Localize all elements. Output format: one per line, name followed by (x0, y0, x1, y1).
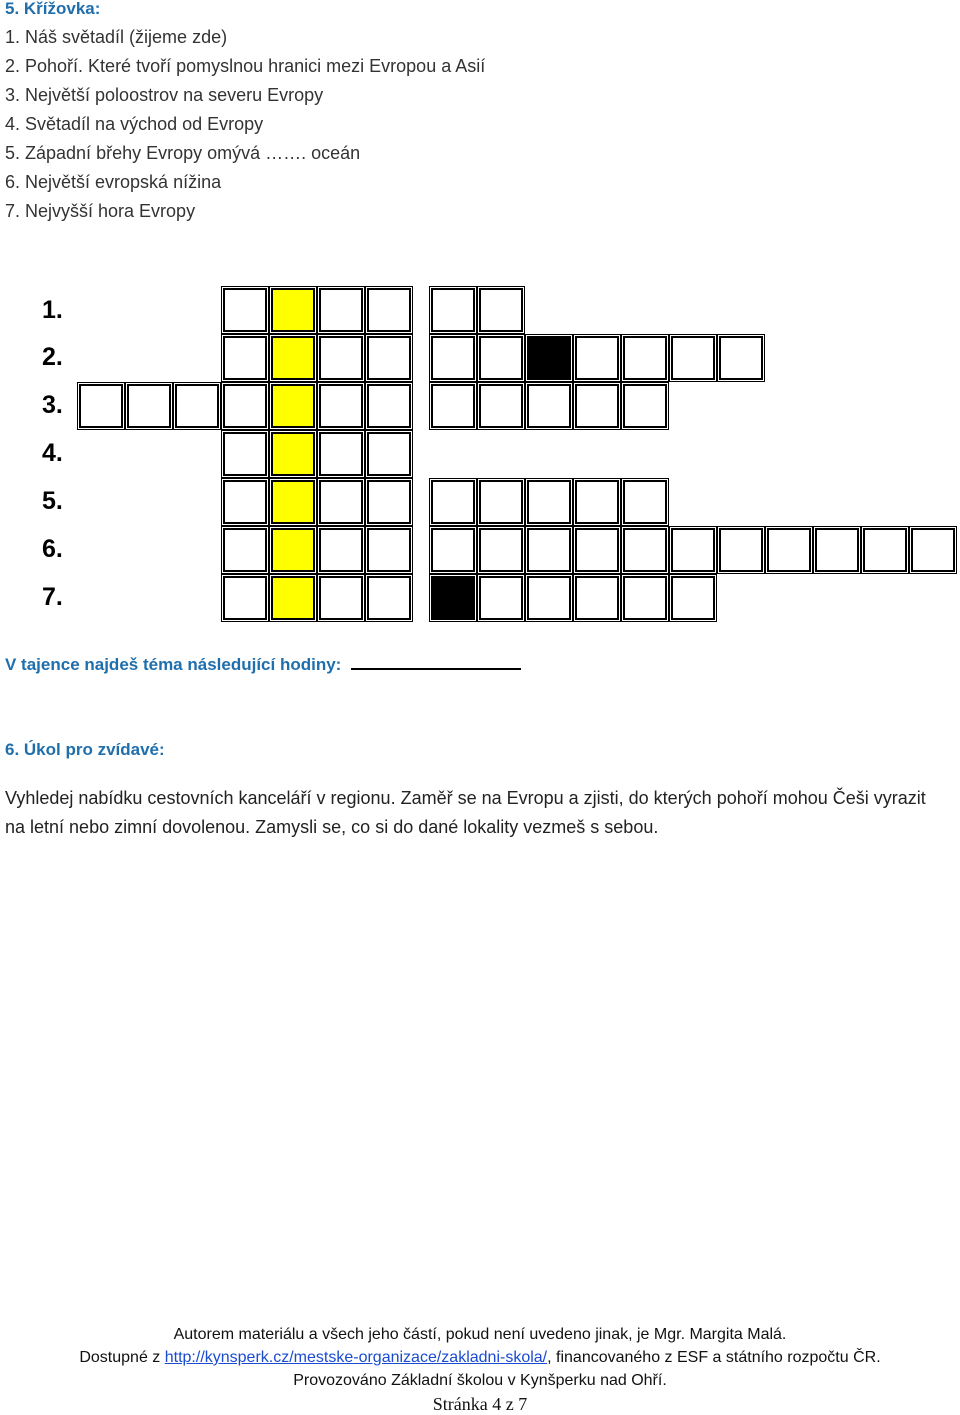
row-number-6: 6. (42, 535, 63, 563)
crossword-cell-black (527, 336, 571, 380)
crossword-cell[interactable] (431, 336, 475, 380)
row-number-4: 4. (42, 439, 63, 467)
crossword-cell[interactable] (719, 336, 763, 380)
crossword-cell[interactable] (319, 384, 363, 428)
crossword-cell-tajenka[interactable] (271, 288, 315, 332)
crossword-cell[interactable] (623, 576, 667, 620)
crossword-cell-tajenka[interactable] (271, 384, 315, 428)
crossword-cell[interactable] (479, 336, 523, 380)
clue-7: 7. Nejvyšší hora Evropy (5, 201, 196, 221)
crossword-cell[interactable] (527, 576, 571, 620)
crossword-cell[interactable] (575, 528, 619, 572)
tajenka-answer-blank (351, 654, 521, 670)
crossword-cell[interactable] (367, 432, 411, 476)
section6-title: 6. Úkol pro zvídavé: (5, 740, 165, 759)
section5-title: 5. Křížovka: (5, 0, 101, 18)
crossword-cell[interactable] (671, 576, 715, 620)
crossword-cell[interactable] (527, 384, 571, 428)
crossword-cell[interactable] (623, 480, 667, 524)
clue-4: 4. Světadíl na východ od Evropy (5, 114, 264, 134)
footer-link[interactable]: http://kynsperk.cz/mestske-organizace/zakladni-skola/ (164, 1349, 548, 1366)
crossword-cell[interactable] (367, 336, 411, 380)
crossword-cell[interactable] (367, 480, 411, 524)
crossword-cell[interactable] (223, 432, 267, 476)
crossword-cell[interactable] (815, 528, 859, 572)
row-number-5: 5. (42, 487, 63, 515)
row-number-2: 2. (42, 343, 63, 371)
crossword-cell[interactable] (623, 384, 667, 428)
footer-author: Autorem materiálu a všech jeho částí, pokud není uvedeno jinak, je Mgr. Margita Malá. (173, 1326, 787, 1343)
tajenka-prompt: V tajence najdeš téma následující hodiny: (5, 655, 342, 674)
crossword-cell[interactable] (575, 384, 619, 428)
crossword-cell-tajenka[interactable] (271, 432, 315, 476)
crossword-cell[interactable] (223, 528, 267, 572)
crossword-cell[interactable] (431, 288, 475, 332)
crossword-cell[interactable] (79, 384, 123, 428)
crossword-cell[interactable] (575, 480, 619, 524)
row-number-1: 1. (42, 296, 63, 324)
crossword-cell[interactable] (479, 528, 523, 572)
crossword-cell[interactable] (319, 528, 363, 572)
footer-operator: Provozováno Základní školou v Kynšperku nad Ohří. (293, 1372, 667, 1389)
crossword-cell[interactable] (175, 384, 219, 428)
crossword-cell[interactable] (431, 528, 475, 572)
tajenka-prompt-line (5, 654, 521, 675)
crossword-cell[interactable] (223, 576, 267, 620)
crossword-cell[interactable] (319, 336, 363, 380)
crossword-cell[interactable] (911, 528, 955, 572)
crossword-cell[interactable] (319, 480, 363, 524)
clue-6: 6. Největší evropská nížina (5, 172, 222, 192)
crossword-cell[interactable] (367, 576, 411, 620)
crossword-cell[interactable] (319, 288, 363, 332)
crossword-cell[interactable] (319, 576, 363, 620)
crossword-cell[interactable] (223, 288, 267, 332)
crossword-cell[interactable] (223, 336, 267, 380)
crossword-cell-tajenka[interactable] (271, 480, 315, 524)
crossword-cell[interactable] (223, 384, 267, 428)
page-number: Stránka 4 z 7 (432, 1394, 528, 1414)
crossword-cell[interactable] (623, 336, 667, 380)
crossword-cell[interactable] (719, 528, 763, 572)
row-number-3: 3. (42, 391, 63, 419)
clue-2: 2. Pohoří. Které tvoří pomyslnou hranici mezi Evropou a Asií (5, 56, 486, 76)
crossword-cell[interactable] (479, 480, 523, 524)
crossword-cell[interactable] (575, 336, 619, 380)
crossword-cell[interactable] (223, 480, 267, 524)
crossword-cell[interactable] (479, 384, 523, 428)
crossword-cell[interactable] (527, 528, 571, 572)
crossword-cell[interactable] (671, 528, 715, 572)
crossword-cell-tajenka[interactable] (271, 528, 315, 572)
crossword-cell[interactable] (319, 432, 363, 476)
crossword-cell[interactable] (623, 528, 667, 572)
task-text-line2: na letní nebo zimní dovolenou. Zamysli se, co si do dané lokality vezmeš s sebou. (5, 817, 659, 837)
row-number-7: 7. (42, 583, 63, 611)
footer-suffix: , financovaného z ESF a státního rozpočtu ČR. (547, 1349, 881, 1366)
crossword-cell[interactable] (431, 384, 475, 428)
footer-prefix: Dostupné z (79, 1349, 165, 1366)
crossword-cell[interactable] (527, 480, 571, 524)
crossword-cell[interactable] (479, 576, 523, 620)
crossword-cell[interactable] (367, 384, 411, 428)
crossword-cell[interactable] (127, 384, 171, 428)
footer-availability (0, 1349, 960, 1367)
task-text-line1: Vyhledej nabídku cestovních kanceláří v regionu. Zaměř se na Evropu a zjisti, do kterých pohoří mohou Češi vyrazit (5, 788, 926, 808)
crossword-cell-black (431, 576, 475, 620)
crossword-cell[interactable] (431, 480, 475, 524)
crossword-cell[interactable] (367, 528, 411, 572)
crossword-cell[interactable] (367, 288, 411, 332)
crossword-cell[interactable] (575, 576, 619, 620)
crossword-cell[interactable] (479, 288, 523, 332)
clue-1: 1. Náš světadíl (žijeme zde) (5, 27, 228, 47)
crossword-cell-tajenka[interactable] (271, 336, 315, 380)
crossword-cell[interactable] (863, 528, 907, 572)
crossword-cell-tajenka[interactable] (271, 576, 315, 620)
crossword-cell[interactable] (671, 336, 715, 380)
clue-5: 5. Západní břehy Evropy omývá ……. oceán (5, 143, 361, 163)
crossword-cell[interactable] (767, 528, 811, 572)
clue-3: 3. Největší poloostrov na severu Evropy (5, 85, 324, 105)
